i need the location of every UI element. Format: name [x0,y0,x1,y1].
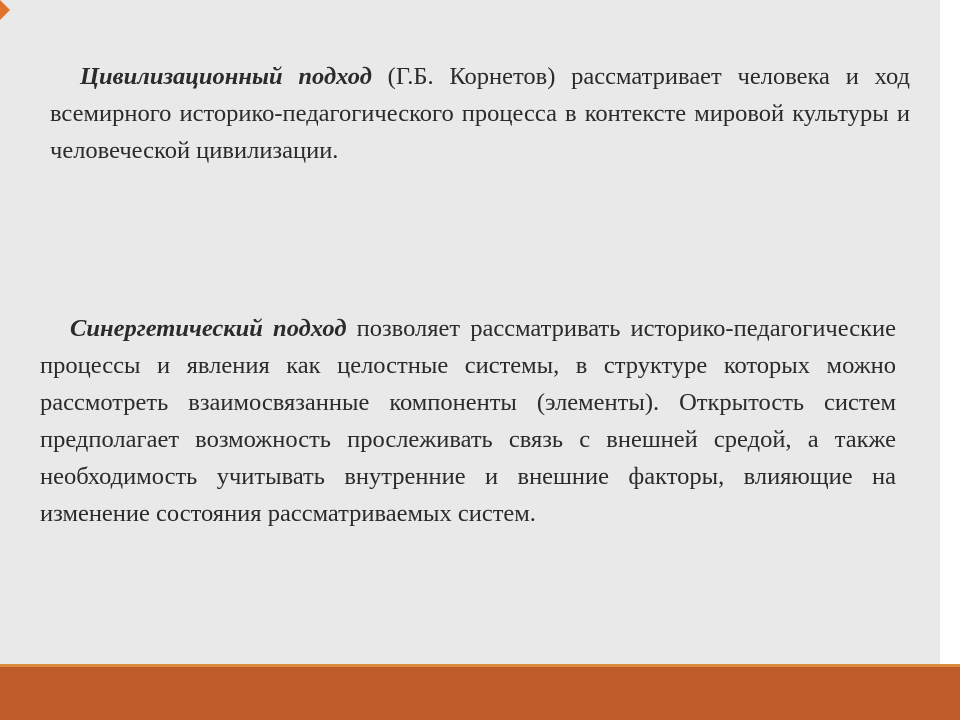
synergetic-approach-term: Синергетический подход [70,315,347,342]
corner-arrow-icon [0,0,10,20]
civilizational-approach-text: (Г.Б. Корнетов) рассматривает человека и ход всемирного историко-педагогического процесса в контексте мировой культуры и человеческой цивилизации. [50,63,910,164]
civilizational-approach-term: Цивилизационный подход [80,63,372,90]
bottom-accent-bar [0,664,960,720]
civilizational-approach-paragraph [50,58,910,169]
right-margin-strip [940,0,960,664]
synergetic-approach-text: позволяет рассматривать историко-педагогические процессы и явления как целостные системы, в структуре которых можно рассмотреть взаимосвязанные компоненты (элементы). Открытость систем предполагает возможность прослеживать связь с внешней средой, а также необходимость учитывать внутренние и внешние факторы, влияющие на изменение состояния рассматриваемых систем. [40,315,897,527]
synergetic-approach-paragraph [40,310,896,532]
